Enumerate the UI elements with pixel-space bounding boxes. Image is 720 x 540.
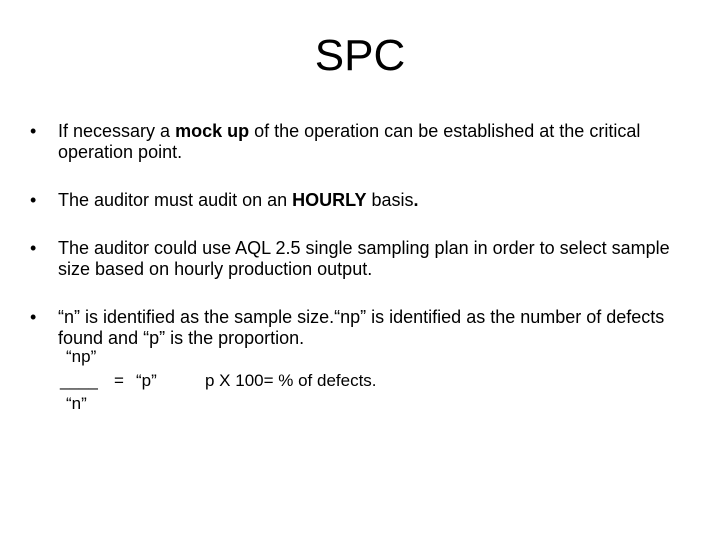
- bullet-item-hourly: [30, 190, 690, 211]
- formula-numerator: “np”: [66, 347, 97, 366]
- bullet-text-bold: HOURLY: [292, 190, 367, 210]
- bullet-text-part: basis: [366, 190, 414, 210]
- bullet-icon: •: [30, 121, 37, 141]
- bullet-item-definitions: [30, 307, 690, 349]
- formula-equals: =: [114, 371, 124, 390]
- bullet-text: The auditor could use AQL 2.5 single sampling plan in order to select sample size based on hourly production output.: [58, 238, 670, 279]
- bullet-text-part: The auditor must audit on an: [58, 190, 293, 210]
- bullet-icon: •: [30, 190, 37, 210]
- bullet-text-bold: .: [413, 190, 419, 210]
- bullet-text: [58, 121, 640, 162]
- bullet-text-part: If necessary a: [58, 121, 176, 141]
- bullet-list: [30, 121, 690, 349]
- bullet-text: [58, 190, 419, 210]
- formula-percent-expression: p X 100= % of defects.: [205, 371, 377, 390]
- formula-denominator: “n”: [66, 394, 87, 413]
- bullet-icon: •: [30, 238, 37, 258]
- bullet-icon: •: [30, 307, 37, 327]
- bullet-item-mock-up: [30, 121, 690, 163]
- formula-result: “p”: [136, 371, 157, 390]
- bullet-item-aql: [30, 238, 690, 280]
- formula-fraction-bar: ____: [60, 371, 98, 390]
- slide-title: SPC: [314, 31, 406, 80]
- bullet-text-bold: mock up: [175, 121, 250, 141]
- bullet-text: “n” is identified as the sample size.“np” is identified as the number of defects found and “p” is the proportion.: [58, 307, 665, 348]
- bullet-text-part: of the operation can be established at the critical operation point.: [58, 121, 641, 162]
